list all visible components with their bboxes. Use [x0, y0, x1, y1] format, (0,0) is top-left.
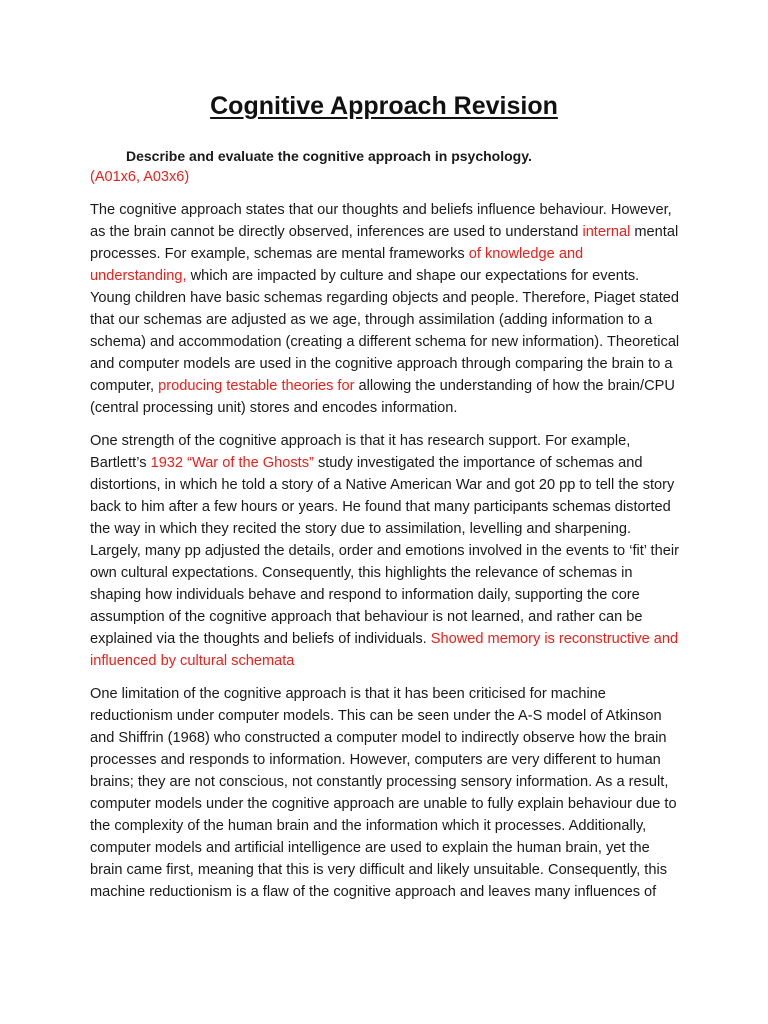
highlighted-segment: Showed memory is reconstructive and influenced by cultural schemata: [90, 631, 679, 669]
essay-body: [90, 199, 680, 914]
text-segment: One limitation of the cognitive approach is that it has been criticised for machine reductionism under computer models. This can be seen under the A-S model of Atkinson and Shiffrin (1968) who constructed a computer model to indirectly observe how the brain processes and responds to information. However, computers are very different to human brains; they are not conscious, not constantly processing sensory information. As a result, computer models under the cognitive approach are unable to fully explain behaviour due to the complexity of the human brain and the information which it processes. Additionally, computer models and artificial intelligence are used to explain the human brain, yet the brain came first, meaning that this is very difficult and likely unsuitable. Consequently, this machine reductionism is a flaw of the cognitive approach and leaves many influences of: [90, 686, 677, 900]
text-segment: allowing the understanding of how the brain/CPU (central processing unit) stores and encodes information.: [90, 378, 675, 416]
highlighted-segment: 1932 “War of the Ghosts”: [150, 455, 314, 471]
highlighted-segment: internal: [582, 224, 631, 240]
marks-allocation: (A01x6, A03x6): [90, 169, 190, 185]
paragraph-limitation: [90, 683, 680, 903]
paragraph-strength: [90, 430, 680, 672]
text-segment: study investigated the importance of schemas and distortions, in which he told a story of a Native American War and got 20 pp to tell the story back to him after a few hours or years. He found that many participants schemas distorted the way in which they recited the story due to assimilation, levelling and sharpening. Largely, many pp adjusted the details, order and emotions involved in the events to ‘fit’ their own cultural expectations. Consequently, this highlights the relevance of schemas in shaping how individuals behave and respond to information daily, supporting the core assumption of the cognitive approach that behaviour is not learned, and rather can be explained via the thoughts and beliefs of individuals.: [90, 455, 679, 647]
paragraph-description: [90, 199, 680, 419]
text-segment: One strength of the cognitive approach is that it has research support. For example, Bartlett’s: [90, 433, 631, 471]
essay-question: Describe and evaluate the cognitive approach in psychology.: [126, 148, 532, 164]
text-segment: mental processes. For example, schemas are mental frameworks: [90, 224, 679, 262]
highlighted-segment: producing testable theories for: [158, 378, 355, 394]
text-segment: The cognitive approach states that our thoughts and beliefs influence behaviour. However, as the brain cannot be directly observed, inferences are used to understand: [90, 202, 672, 240]
text-segment: which are impacted by culture and shape our expectations for events. Young children have basic schemas regarding objects and people. Therefore, Piaget stated that our schemas are adjusted as we age, through assimilation (adding information to a schema) and accommodation (creating a different schema for new information). Theoretical and computer models are used in the cognitive approach through comparing the brain to a computer,: [90, 268, 680, 394]
highlighted-segment: of knowledge and understanding,: [90, 246, 584, 284]
page-title: Cognitive Approach Revision: [210, 92, 558, 120]
